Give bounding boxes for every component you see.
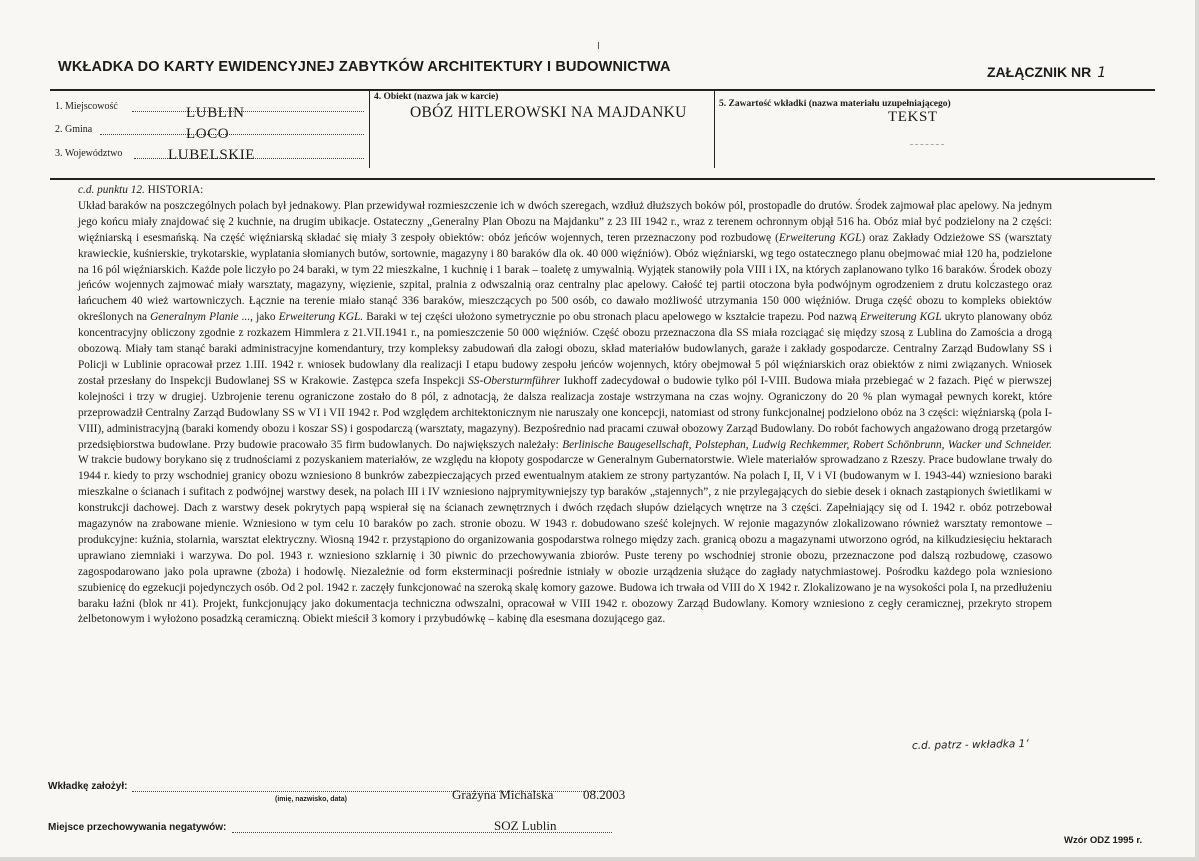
handwritten-continuation-note: c.d. patrz - wkładka 1’ (911, 737, 1029, 753)
prepared-by-label: Wkładkę założył: (48, 781, 128, 792)
section-heading (78, 183, 1052, 199)
prepared-by-hint: (imię, nazwisko, data) (275, 796, 347, 803)
object-label: 4. Obiekt (nazwa jak w karcie) (374, 92, 499, 102)
annex-label (987, 64, 1106, 81)
section-title: HISTORIA: (147, 184, 204, 196)
object-value: OBÓZ HITLEROWSKI NA MAJDANKU (410, 104, 687, 121)
province-value: LUBELSKIE (168, 147, 256, 163)
prepared-by-date: 08.2003 (583, 787, 626, 802)
form-model-label: Wzór ODZ 1995 r. (1064, 835, 1143, 846)
pencil-mark (910, 144, 944, 145)
text-run: W trakcie budowy borykano się z trudnościami z pozyskaniem materiałów, ze względu na kłopoty gospodarcze w Generalnym Gubernatorstwie. Wiele materiałów sprowadzano z Rzeszy. Prace budowlane trwały do 1944 r. kiedy to przy wschodniej granicy obozu wzniesiono 8 bunkrów zabezpieczających przed ewentualnym atakiem ze strony partyzantów. Na polach I, II, V i VI (budowanym w I. 1943-44) wzniesiono baraki mieszkalne o ścianach i sufitach z podwójnej warstwy desek, na polach III i IV wzniesiono najprymitywniejszy typ baraków „stajennych”, z nie przylegających do siebie desek i oknach zastąpionych świetlikami w konstrukcji dachowej. Dach z warstwy desek pokrytych papą wspierał się na ścianach zewnętrznych i dwóch rzędach słupów dzielących wnętrze na 3 części. Zapełniający się od I. 1942 r. obóz potrzebował magazynów na zrabowane mienie. Wzniesiono w tym celu 10 baraków po zach. stronie obozu. W 1943 r. dobudowano sześć kolejnych. W rejonie magazynów zlokalizowano również warsztaty remontowe – produkcyjne: kuźnia, stolarnia, warsztat elektryczny. Wiosną 1942 r. przystąpiono do organizowania gospodarstwa rolnego między zach. granicą obozu a magazynami utworzono ogród, na kilkudziesięciu hektarach uprawiano ziemniaki i warzywa. Do pol. 1943 r. wzniesiono szklarnię i 30 piwnic do przechowywania zbiorów. Puste tereny po wschodniej stronie obozu, przeznaczone pod dalszą rozbudowę, czasowo zagospodarowano jako pola uprawne (zboża) i hodowlę. Niezależnie od form eksterminacji pośrednie istniały w obozie urządzenia służące do zagłady natychmiastowej. Pośrodku każdego pola wzniesiono szubienicę do egzekucji pojedynczych osób. Od 2 pol. 1942 r. zaczęły funkcjonować na szeroką skalę komory gazowe. Budowa ich trwała od VIII do X 1942 r. Zlokalizowano je na wysokości pola I, na przedłużeniu baraku łaźni (blok nr 41). Projekt, funkcjonujący jako dokumentacja techniczna odwszalni, opracował w VIII 1942 r. obozowy Zarząd Budowlany. Komory wzniesiono z cegły ceramicznej, przekryto stropem żelbetonowym i wyłożono posadzką ceramiczną. Obiekt mieścił 3 komory i przybudówkę – kabinę dla esesmana dozującego gaz. (78, 454, 1052, 626)
negatives-storage-label: Miejsce przechowywania negatywów: (48, 822, 227, 833)
header-divider-2 (714, 89, 715, 168)
text-run: Iukhoff zadecydował o budowie tylko pól I-VIII. Budowa miała przebiegać w 2 fazach. Pięć w pierwszej kolejności i trzy w drugiej. Uzbrojenie terenu ograniczone zostało do 8 pól, z adnotacją, że dalsza realizacja zostaje wstrzymana na czas wojny. Ograniczony do 20 % plan wymagał pewnych korekt, które przeprowadził Centralny Zarząd Budowlany SS w VI i VII 1942 r. Pod względem architektonicznym nie naruszały one koncepcji, natomiast od strony funkcjonalnej podzielono obóz na 3 części: więźniarską (pola I-VIII), administracyjną (baraki komendy obozu i koszar SS) i gospodarczą (warsztaty, magazyny). Bezpośrednio nad pracami czuwał obozowy Zarząd Budowlany. Do robót fachowych angażowano drogą przetargów przedsiębiorstwa budowlane. Przy budowie pracowało 35 firm budowlanych. Do największych należały: (78, 374, 1052, 451)
text-run: ukryto planowany obóz koncentracyjny obliczony zgodnie z rozkazem Himmlera z 21.VII.1941 r., na pomieszczenie 50 000 więźniów. Część obozu przeznaczona dla SS miała rozciągać się między szosą z Lublina do Zamościa a drogą obozową. Miały tam stanąć baraki administracyjne komendantury, trzy kompleksy zabudowań dla załogi obozu, skład materiałów budowlanych, garaże i zakłady gospodarcze. Centralny Zarząd Budowlany SS i Policji w Lublinie opracował przez 1.III. 1942 r. wniosek budowlany dla realizacji I etapu budowy zespołu jeńców wojennych, który obejmował 5 pól więźniarskich oraz obiektów z nimi związanych. Wniosek został przesłany do Inspekcji Budowlanej SS w Krakowie. Zastępca szefa Inspekcji (78, 311, 1052, 387)
italic-run: Erweiterung KGL. (278, 311, 364, 324)
text-run: Baraki w tej części ułożono symetrycznie po obu stronach placu apelowego w kształcie trapezu. Pod nazwą (363, 311, 861, 324)
form-title: WKŁADKA DO KARTY EWIDENCYJNEJ ZABYTKÓW ARCHITEKTURY I BUDOWNICTWA (58, 59, 671, 75)
commune-value: LOCO (186, 126, 230, 142)
contents-value: TEKST (888, 109, 938, 125)
locality-dotted-line (132, 110, 364, 112)
italic-run: Berlinische Baugesellschaft, Polstephan, Ludwig Rechkemmer, Robert Schönbrunn, Wacker und Schneider. (562, 438, 1052, 451)
negatives-storage-value: SOZ Lublin (494, 818, 557, 833)
text-run: Układ baraków na poszczególnych polach był jednakowy. Plan przewidywał rozmieszczenie ich w dwóch szeregach, wzdłuż dłuższych boków pól, prostopadle do drutów. Środek zajmował plac apelowy. Na jednym jego końcu miały znajdować się 2 kuchnie, na drugim ubikacje. Ostateczny „Generalny Plan Obozu na Majdanku” z 23 III 1942 r., wraz z terenem ochronnym objął 516 ha. Obóz miał być podzielony na 2 części: więźniarską i esesmańską. Na część więźniarską składać się miały 3 zespoły obiektów: obóz jeńców wojennych, teren przeznaczony pod rozbudowę ( (78, 199, 1052, 244)
contents-label: 5. Zawartość wkładki (nazwa materiału uzupełniającego) (719, 99, 951, 109)
prepared-by-name: Grażyna Michalska (452, 787, 554, 802)
text-run: ) oraz Zakłady Odzieżowe SS (warsztaty krawieckie, kuśnierskie, trykotarskie, wyplatania słomianych butów, sortownie, magazyny i 80 baraków dla ok. 40 000 więźniów). Obóz więźniarski, wg tego ostatecznego planu obejmować miał 120 ha, podzielone na 16 pól więźniarskich. Każde pole liczyło po 24 baraki, w tym 22 mieszkalne, 1 kuchnię i 1 barak – toaletę z umywalnią. Wyjątek stanowiły pola VIII i IX, na których zaplanowano tylko 16 baraków. Środek obozy jeńców wojennych zajmować miały warsztaty, magazyny, więzienie, szpital, pralnia z odwszalnią oraz centralny plac apelowy. Całość tej partii otoczona była podwójnym ogrodzeniem z drutu kolczastego oraz łańcuchem 40 wież wartowniczych. Łącznie na terenie miało stanąć 336 baraków, mieszczących po 500 osób, co dawało możliwość utrzymania 150 000 więźniów. Druga część obozu to kompleks obiektów określonych na (78, 231, 1053, 324)
province-label: 3. Województwo (55, 148, 123, 159)
italic-run: Erweiterung KGL (778, 231, 862, 244)
header-top-rule (50, 89, 1155, 91)
history-paragraph (78, 199, 1052, 628)
annex-label-text: ZAŁĄCZNIK NR (987, 64, 1092, 80)
italic-run: Generalnym Planie ... (150, 311, 251, 324)
annex-number: 1 (1097, 65, 1107, 81)
italic-run: Erweiterung KGL (860, 311, 942, 324)
locality-value: LUBLIN (186, 105, 245, 121)
italic-run: SS-Obersturmführer (468, 374, 560, 387)
commune-label: 2. Gmina (55, 124, 93, 135)
header-fields-box (50, 89, 1155, 179)
header-divider-1 (369, 89, 370, 168)
punch-mark (598, 42, 599, 49)
locality-label: 1. Miejscowość (55, 101, 118, 112)
section-ref: c.d. punktu 12. (78, 184, 145, 196)
header-bottom-rule (50, 178, 1155, 180)
text-run: , jako (250, 311, 279, 324)
commune-dotted-line (100, 133, 364, 135)
history-text (78, 183, 1052, 628)
